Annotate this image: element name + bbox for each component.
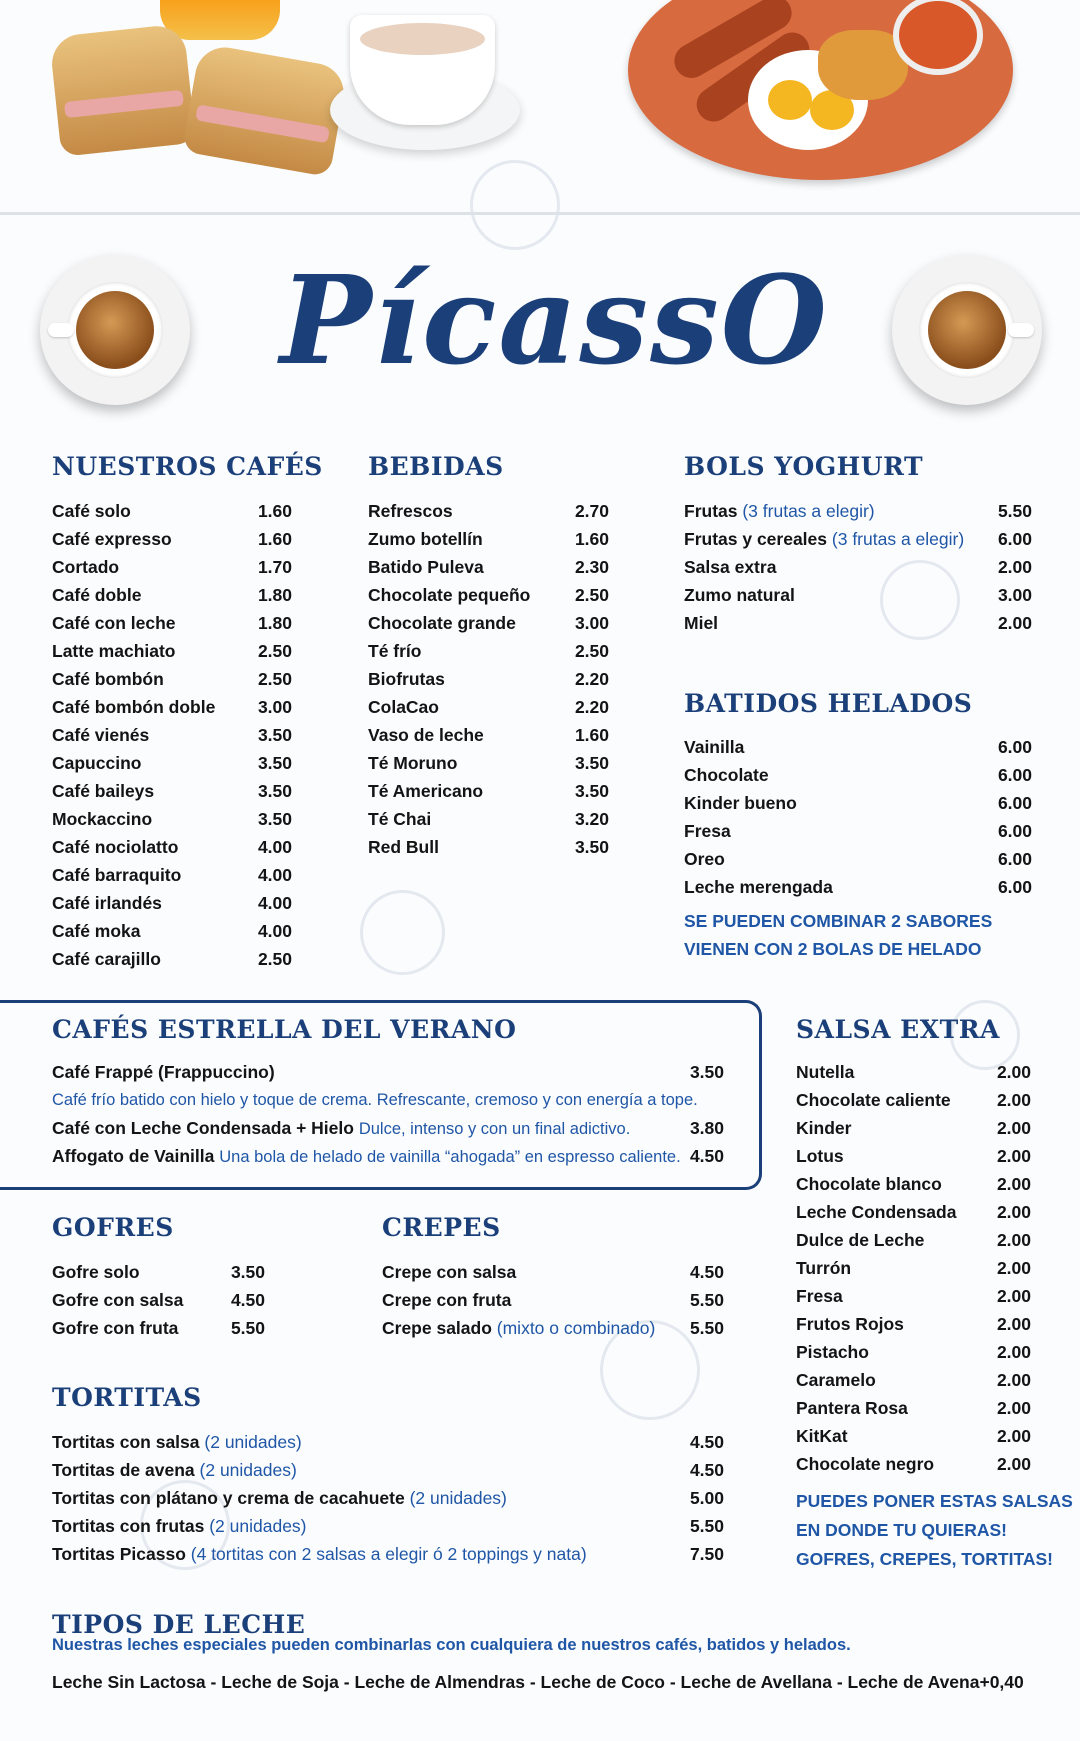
salsa-note: PUEDES PONER ESTAS SALSAS <box>796 1491 1073 1511</box>
item-price: 3.00 <box>257 697 292 717</box>
item-price: 3.00 <box>997 585 1032 605</box>
section-title-salsa: SALSA EXTRA <box>796 1015 1000 1044</box>
item-name: Biofrutas <box>368 669 445 689</box>
item-price: 4.00 <box>257 921 292 941</box>
item-name: Chocolate caliente <box>796 1090 951 1110</box>
item-name: Red Bull <box>368 837 439 857</box>
item-name: Café barraquito <box>52 865 182 885</box>
item-name: Kinder <box>796 1118 852 1138</box>
item-name: Té Chai <box>368 809 432 829</box>
item-price: 2.00 <box>996 1454 1031 1474</box>
item-name: Mockaccino <box>52 809 153 829</box>
item-price: 4.50 <box>689 1460 724 1480</box>
item-price: 2.00 <box>996 1146 1031 1166</box>
leche-list <box>52 1672 1024 1693</box>
item-name: Frutas y cereales <box>684 529 828 549</box>
item-price: 1.60 <box>257 501 292 521</box>
leche-subtitle: Nuestras leches especiales pueden combinarlas con cualquiera de nuestros cafés, batidos y helados. <box>52 1636 851 1654</box>
menu-item <box>796 1226 1031 1254</box>
item-name: Gofre con fruta <box>52 1318 179 1338</box>
item-price: 3.20 <box>574 809 609 829</box>
item-note: (4 tortitas con 2 salsas a elegir ó 2 toppings y nata) <box>190 1544 587 1564</box>
item-price: 1.70 <box>257 557 292 577</box>
sandwich-image <box>49 23 196 156</box>
item-price: 5.50 <box>230 1318 265 1338</box>
item-name: Chocolate <box>684 765 769 785</box>
item-price: 1.80 <box>257 585 292 605</box>
menu-item <box>684 581 1032 609</box>
item-name: Tortitas con frutas <box>52 1516 205 1536</box>
item-name: Té frío <box>368 641 422 661</box>
menu-item <box>368 637 609 665</box>
item-name: Café moka <box>52 921 141 941</box>
item-name: Café con Leche Condensada + Hielo <box>52 1118 354 1138</box>
item-price: 3.50 <box>230 1262 265 1282</box>
item-price: 6.00 <box>997 821 1032 841</box>
item-price: 3.50 <box>574 781 609 801</box>
breakfast-plate-image <box>628 0 1013 180</box>
menu-item <box>796 1366 1031 1394</box>
menu-item <box>52 1512 724 1540</box>
menu-item <box>368 749 609 777</box>
menu-item <box>684 845 1032 873</box>
item-price: 1.60 <box>257 529 292 549</box>
item-note: (2 unidades) <box>204 1432 302 1452</box>
item-name: Tortitas de avena <box>52 1460 195 1480</box>
sandwich-image <box>182 43 349 177</box>
item-price: 2.00 <box>996 1202 1031 1222</box>
menu-item <box>52 665 292 693</box>
item-name: Frutas <box>684 501 738 521</box>
menu-item <box>684 761 1032 789</box>
item-price: 2.20 <box>574 697 609 717</box>
menu-item <box>796 1058 1031 1086</box>
menu-item <box>684 733 1032 761</box>
menu-item <box>52 1142 724 1170</box>
menu-item <box>684 873 1032 901</box>
latte-cup-image <box>350 15 495 125</box>
menu-item <box>52 1456 724 1484</box>
item-price: 4.50 <box>689 1262 724 1282</box>
bols-list <box>684 497 1032 637</box>
item-name: Crepe con salsa <box>382 1262 517 1282</box>
background-doodle <box>360 890 445 975</box>
menu-item <box>52 1258 265 1286</box>
item-note: (2 unidades) <box>209 1516 307 1536</box>
section-title-estrella: CAFÉS ESTRELLA DEL VERANO <box>52 1015 517 1044</box>
menu-item <box>368 553 609 581</box>
item-name: Kinder bueno <box>684 793 797 813</box>
item-name: Café baileys <box>52 781 155 801</box>
item-price: 2.00 <box>996 1398 1031 1418</box>
menu-item <box>796 1142 1031 1170</box>
item-name: Lotus <box>796 1146 844 1166</box>
item-price: 2.50 <box>257 641 292 661</box>
item-price: 7.50 <box>689 1544 724 1564</box>
section-title-cafes: NUESTROS CAFÉS <box>52 452 323 481</box>
item-price: 2.00 <box>996 1286 1031 1306</box>
menu-item <box>52 749 292 777</box>
food-photo-strip <box>0 0 1080 214</box>
item-name: Latte machiato <box>52 641 176 661</box>
item-name: Dulce de Leche <box>796 1230 925 1250</box>
menu-item <box>368 609 609 637</box>
item-price: 2.00 <box>996 1118 1031 1138</box>
menu-item <box>796 1282 1031 1310</box>
brand-logo: PícassO <box>280 248 830 392</box>
item-price: 2.00 <box>997 557 1032 577</box>
menu-item <box>796 1086 1031 1114</box>
menu-item <box>684 817 1032 845</box>
section-title-crepes: CREPES <box>382 1213 501 1242</box>
item-name: Café bombón doble <box>52 697 216 717</box>
item-price: 4.00 <box>257 837 292 857</box>
menu-item <box>52 609 292 637</box>
item-note: (mixto o combinado) <box>496 1318 656 1338</box>
menu-item <box>368 525 609 553</box>
item-price: 2.00 <box>996 1090 1031 1110</box>
item-note: (3 frutas a elegir) <box>831 529 965 549</box>
section-title-bols: BOLS YOGHURT <box>684 452 924 481</box>
item-name: Chocolate pequeño <box>368 585 531 605</box>
menu-item <box>52 525 292 553</box>
item-name: Café Frappé (Frappuccino) <box>52 1062 275 1082</box>
item-name: Tortitas con salsa <box>52 1432 200 1452</box>
item-price: 3.50 <box>574 837 609 857</box>
item-name: Chocolate negro <box>796 1454 935 1474</box>
menu-item <box>796 1338 1031 1366</box>
item-price: 2.50 <box>574 641 609 661</box>
item-name: Tortitas Picasso <box>52 1544 186 1564</box>
item-name: Fresa <box>796 1286 843 1306</box>
item-price: 2.00 <box>996 1342 1031 1362</box>
item-price: 1.60 <box>574 529 609 549</box>
item-price: 5.50 <box>689 1516 724 1536</box>
item-price: 2.70 <box>574 501 609 521</box>
menu-item <box>368 497 609 525</box>
item-name: Café vienés <box>52 725 150 745</box>
menu-item <box>368 721 609 749</box>
menu-item <box>52 833 292 861</box>
menu-item <box>52 1484 724 1512</box>
item-name: Café bombón <box>52 669 164 689</box>
menu-item <box>52 693 292 721</box>
item-price: 3.80 <box>689 1118 724 1138</box>
menu-item <box>382 1258 724 1286</box>
menu-item <box>368 777 609 805</box>
item-name: Vainilla <box>684 737 745 757</box>
item-note: (2 unidades) <box>409 1488 507 1508</box>
item-name: Café solo <box>52 501 131 521</box>
menu-item <box>52 1314 265 1342</box>
menu-item <box>382 1314 724 1342</box>
item-name: Café irlandés <box>52 893 162 913</box>
item-name: Café expresso <box>52 529 172 549</box>
item-price: 3.50 <box>689 1062 724 1082</box>
leche-options: Leche Sin Lactosa - Leche de Soja - Leche de Almendras - Leche de Coco - Leche de Avellana - Leche de Avena <box>52 1672 980 1692</box>
item-price: 6.00 <box>997 737 1032 757</box>
item-price: 5.50 <box>689 1318 724 1338</box>
section-title-gofres: GOFRES <box>52 1213 174 1242</box>
gofres-list <box>52 1258 265 1342</box>
menu-item <box>796 1394 1031 1422</box>
item-name: Zumo natural <box>684 585 795 605</box>
item-name: Café carajillo <box>52 949 161 969</box>
orange-juice-image <box>160 0 280 40</box>
item-price: 4.00 <box>257 893 292 913</box>
item-price: 2.30 <box>574 557 609 577</box>
menu-item <box>52 721 292 749</box>
item-name: Cortado <box>52 557 120 577</box>
item-name: KitKat <box>796 1426 848 1446</box>
menu-item <box>796 1254 1031 1282</box>
item-price: 6.00 <box>997 849 1032 869</box>
menu-item <box>368 665 609 693</box>
item-price: 5.00 <box>689 1488 724 1508</box>
crepes-list <box>382 1258 724 1342</box>
item-name: Gofre solo <box>52 1262 140 1282</box>
item-price: 2.00 <box>996 1370 1031 1390</box>
estrella-list <box>52 1058 724 1170</box>
item-name: Leche Condensada <box>796 1202 957 1222</box>
item-price: 4.00 <box>257 865 292 885</box>
menu-item <box>52 889 292 917</box>
bebidas-list <box>368 497 609 861</box>
item-name: Refrescos <box>368 501 453 521</box>
espresso-cup-image <box>892 255 1042 405</box>
item-name: Nutella <box>796 1062 855 1082</box>
header-divider <box>0 212 1080 215</box>
item-name: Pistacho <box>796 1342 869 1362</box>
menu-item <box>52 917 292 945</box>
item-price: 2.50 <box>257 949 292 969</box>
menu-item <box>796 1170 1031 1198</box>
menu-item <box>52 777 292 805</box>
item-price: 2.00 <box>996 1258 1031 1278</box>
item-price: 3.50 <box>574 753 609 773</box>
item-name: Salsa extra <box>684 557 777 577</box>
espresso-cup-image <box>40 255 190 405</box>
item-name: Tortitas con plátano y crema de cacahuete <box>52 1488 405 1508</box>
item-price: 2.00 <box>996 1426 1031 1446</box>
menu-item <box>796 1198 1031 1226</box>
menu-item <box>684 497 1032 525</box>
item-price: 3.50 <box>257 781 292 801</box>
batidos-note: SE PUEDEN COMBINAR 2 SABORES <box>684 911 993 931</box>
item-price: 2.00 <box>996 1314 1031 1334</box>
item-name: Vaso de leche <box>368 725 484 745</box>
item-description: Café frío batido con hielo y toque de crema. Refrescante, cremoso y con energía a tope. <box>52 1091 698 1109</box>
item-price: 3.50 <box>257 809 292 829</box>
batidos-list <box>684 733 1032 901</box>
item-note: Dulce, intenso y con un final adictivo. <box>358 1120 631 1138</box>
menu-item <box>52 581 292 609</box>
menu-item <box>796 1114 1031 1142</box>
menu-item <box>52 945 292 973</box>
salsa-note: GOFRES, CREPES, TORTITAS! <box>796 1549 1054 1569</box>
item-note: (3 frutas a elegir) <box>742 501 875 521</box>
item-name: Turrón <box>796 1258 852 1278</box>
item-price: 4.50 <box>689 1432 724 1452</box>
item-price: 3.00 <box>574 613 609 633</box>
item-name: Caramelo <box>796 1370 876 1390</box>
menu-item <box>52 1058 724 1086</box>
item-price: 2.00 <box>996 1062 1031 1082</box>
tortitas-list <box>52 1428 724 1568</box>
section-title-leche: TIPOS DE LECHE <box>52 1610 306 1639</box>
item-price: 1.60 <box>574 725 609 745</box>
item-name: Miel <box>684 613 719 633</box>
item-name: Chocolate grande <box>368 613 516 633</box>
menu-item <box>684 789 1032 817</box>
item-price: 5.50 <box>997 501 1032 521</box>
cafes-list <box>52 497 292 973</box>
menu-item <box>52 861 292 889</box>
item-name: Pantera Rosa <box>796 1398 908 1418</box>
item-price: 3.50 <box>257 753 292 773</box>
leche-price: +0,40 <box>979 1672 1024 1692</box>
item-name: Café nociolatto <box>52 837 179 857</box>
menu-item <box>684 553 1032 581</box>
item-price: 4.50 <box>230 1290 265 1310</box>
menu-item <box>368 805 609 833</box>
menu-item <box>52 1428 724 1456</box>
item-price: 6.00 <box>997 877 1032 897</box>
menu-item <box>368 833 609 861</box>
item-price: 3.50 <box>257 725 292 745</box>
menu-item <box>52 805 292 833</box>
item-price: 1.80 <box>257 613 292 633</box>
item-name: Crepe salado <box>382 1318 492 1338</box>
item-name: Chocolate blanco <box>796 1174 942 1194</box>
menu-item <box>368 693 609 721</box>
section-title-batidos: BATIDOS HELADOS <box>684 689 973 718</box>
item-name: Gofre con salsa <box>52 1290 184 1310</box>
item-name: Fresa <box>684 821 731 841</box>
item-price: 2.20 <box>574 669 609 689</box>
item-price: 5.50 <box>689 1290 724 1310</box>
menu-item <box>796 1422 1031 1450</box>
item-price: 2.00 <box>996 1230 1031 1250</box>
menu-item <box>52 497 292 525</box>
item-price: 6.00 <box>997 529 1032 549</box>
menu-item <box>684 609 1032 637</box>
item-name: Zumo botellín <box>368 529 483 549</box>
menu-item <box>368 581 609 609</box>
item-name: Crepe con fruta <box>382 1290 512 1310</box>
menu-item <box>52 553 292 581</box>
menu-item <box>382 1286 724 1314</box>
item-name: Capuccino <box>52 753 142 773</box>
item-name: Batido Puleva <box>368 557 484 577</box>
item-name: Affogato de Vainilla <box>52 1146 215 1166</box>
salsa-list <box>796 1058 1031 1478</box>
section-title-tortitas: TORTITAS <box>52 1383 202 1412</box>
menu-item <box>684 525 1032 553</box>
item-price: 2.00 <box>997 613 1032 633</box>
item-price: 2.50 <box>574 585 609 605</box>
menu-item <box>796 1450 1031 1478</box>
item-note: (2 unidades) <box>199 1460 297 1480</box>
menu-item <box>52 1286 265 1314</box>
section-title-bebidas: BEBIDAS <box>368 452 504 481</box>
item-price: 2.50 <box>257 669 292 689</box>
item-price: 4.50 <box>689 1146 724 1166</box>
menu-item <box>52 1114 724 1142</box>
item-name: Té Moruno <box>368 753 458 773</box>
batidos-note: VIENEN CON 2 BOLAS DE HELADO <box>684 939 982 959</box>
item-name: Frutos Rojos <box>796 1314 904 1334</box>
item-name: Café con leche <box>52 613 176 633</box>
menu-item <box>52 637 292 665</box>
salsa-note: EN DONDE TU QUIERAS! <box>796 1520 1007 1540</box>
item-price: 2.00 <box>996 1174 1031 1194</box>
item-name: Leche merengada <box>684 877 833 897</box>
item-name: Oreo <box>684 849 725 869</box>
item-name: Té Americano <box>368 781 484 801</box>
item-price: 6.00 <box>997 793 1032 813</box>
item-note: Una bola de helado de vainilla “ahogada” en espresso caliente. <box>219 1148 681 1166</box>
item-price: 6.00 <box>997 765 1032 785</box>
menu-item <box>796 1310 1031 1338</box>
menu-item <box>52 1540 724 1568</box>
item-name: Café doble <box>52 585 142 605</box>
item-name: ColaCao <box>368 697 439 717</box>
